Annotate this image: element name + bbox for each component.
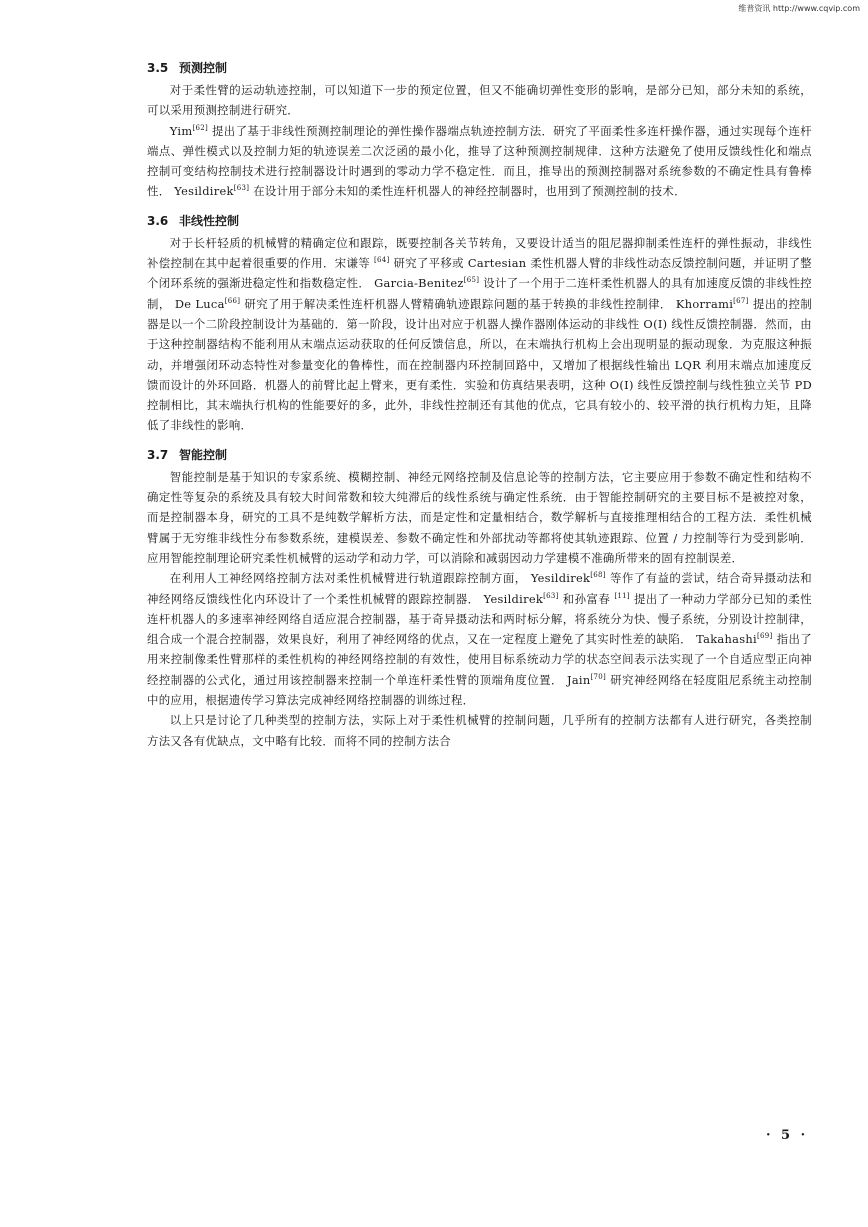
paragraph: 在利用人工神经网络控制方法对柔性机械臂进行轨道跟踪控制方面， Yesildirek[68] 等作了有益的尝试，结合奇异摄动法和神经网络反馈线性化内环设计了一个柔性机械臂的跟踪控制器． Yesildirek[63] 和孙富春 [11] 提出了一种动力学部分已知的柔性连杆机器人的多速率神经网络自适应混合控制器，基于奇异摄动法和两时标分解，将系统分为快、慢子系统，分别设计控制律，组合成一个混合控制器，效果良好，利用了神经网络的优点，又在一定程度上避免了其实时性差的缺陷． Takahashi[69] 指出了用来控制像柔性臂那样的柔性机构的神经网络控制的有效性，使用目标系统动力学的状态空间表示法实现了一个自适应型正向神经控制器的公式化，通过用该控制器来控制一个单连杆柔性臂的顶端角度位置． Jain[70] 研究神经网络在轻度阻尼系统主动控制中的应用，根据遗传学习算法完成神经网络控制器的训练过程． (147, 571, 812, 708)
section-number: 3.6 (147, 213, 169, 228)
citation-ref: [70] (590, 672, 607, 681)
section-predictive-control (147, 58, 812, 202)
section-nonlinear-control (147, 211, 812, 436)
section-number: 3.5 (147, 61, 169, 75)
section-heading (147, 445, 812, 465)
citation-ref: [68] (590, 571, 606, 580)
citation-ref: [11] (614, 591, 630, 600)
section-intelligent-control (147, 445, 812, 751)
section-heading (147, 211, 812, 231)
page-number: · 5 · (766, 1128, 809, 1143)
section-title: 预测控制 (179, 61, 228, 75)
citation-ref: [64] (373, 256, 390, 265)
citation-ref: [65] (463, 276, 480, 285)
citation-ref: [63] (233, 184, 250, 193)
citation-ref: [69] (756, 632, 773, 641)
paragraph: 智能控制是基于知识的专家系统、模糊控制、神经元网络控制及信息论等的控制方法，它主要应用于参数不确定性和结构不确定性等复杂的系统及具有较大时间常数和较大纯滞后的线性系统与确定性系统．由于智能控制研究的主要目标不是被控对象，而是控制器本身，研究的工具不是纯数学解析方法，而是定性和定量相结合，数学解析与直接推理相结合的工程方法．柔性机械臂属于无穷维非线性分布参数系统，建模误差、参数不确定性和外部扰动等都将使其轨迹跟踪、位置 / 力控制等行为受到影响．应用智能控制理论研究柔性机械臂的运动学和动力学，可以消除和减弱因动力学建模不准确所带来的固有控制误差． (147, 469, 812, 565)
section-heading (147, 58, 812, 78)
section-title: 非线性控制 (179, 213, 240, 228)
paragraph: 对于柔性臂的运动轨迹控制，可以知道下一步的预定位置，但又不能确切弹性变形的影响，是部分已知，部分未知的系统，可以采用预测控制进行研究． (147, 83, 812, 118)
citation-ref: [62] (192, 123, 209, 132)
paragraph: Yim[62] 提出了基于非线性预测控制理论的弹性操作器端点轨迹控制方法．研究了平面柔性多连杆操作器，通过实现每个连杆端点、弹性模式以及控制力矩的轨迹误差二次泛函的最小化，推导了这种预测控制规律．这种方法避免了使用反馈线性化和端点控制可变结构控制技术进行控制器设计时遇到的零动力学不稳定性．而且，推导出的预测控制器对系统参数的不确定性具有鲁棒性． Yesildirek[63] 在设计用于部分未知的柔性连杆机器人的神经控制器时，也用到了预测控制的技术． (147, 123, 812, 199)
citation-ref: [67] (733, 296, 749, 305)
paragraph: 以上只是讨论了几种类型的控制方法，实际上对于柔性机械臂的控制问题，几乎所有的控制方法都有人进行研究，各类控制方法又各有优缺点，文中略有比较．而将不同的控制方法合 (147, 713, 812, 748)
section-number: 3.7 (147, 447, 169, 462)
citation-ref: [66] (224, 296, 241, 305)
section-title: 智能控制 (179, 447, 228, 462)
paragraph: 对于长杆轻质的机械臂的精确定位和跟踪，既要控制各关节转角，又要设计适当的阻尼器抑制柔性连杆的弹性振动，非线性补偿控制在其中起着很重要的作用．宋谦等 [64] 研究了平移或 Cartesian 柔性机器人臂的非线性动态反馈控制问题，并证明了整个闭环系统的强渐进稳定性和指数稳定性． Garcia-Benitez[65] 设计了一个用于二连杆柔性机器人的具有加速度反馈的非线性控制， De Luca[66] 研究了用于解决柔性连杆机器人臂精确轨迹跟踪问题的基于转换的非线性控制律． Khorrami[67] 提出的控制器是以一个二阶段控制设计为基础的．第一阶段，设计出对应于机器人操作器刚体运动的非线性 O(I) 线性反馈控制器．然而，由于这种控制器结构不能利用从末端点运动获取的任何反馈信息，所以，在末端执行机构上会出现明显的振动现象．为克服这种振动，并增强闭环动态特性对参量变化的鲁棒性，而在控制器内环控制回路中，又增加了根据线性输出 LQR 利用末端点加速度反馈而设计的外环回路．机器人的前臂比起上臂来，更有柔性．实验和仿真结果表明，这种 O(I) 线性反馈控制与线性独立关节 PD 控制相比，其末端执行机构的性能要好的多，此外，非线性控制还有其他的优点，它具有较小的、较平滑的执行机构力矩，且降低了非线性的影响． (147, 235, 813, 433)
citation-ref: [63] (543, 591, 559, 600)
page-body (147, 58, 812, 760)
watermark: 维普资讯 http://www.cqvip.com (738, 4, 860, 13)
